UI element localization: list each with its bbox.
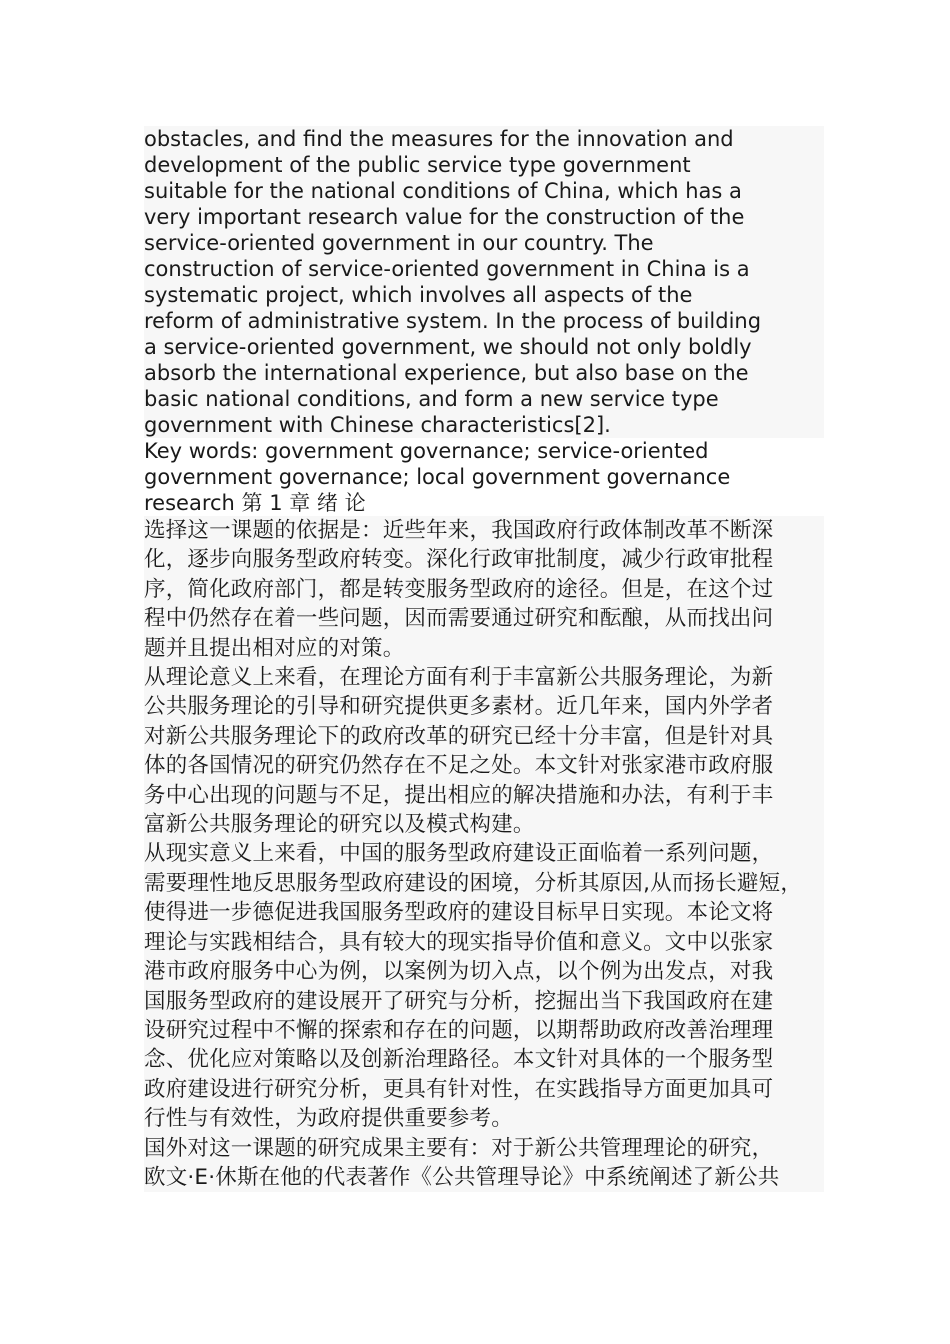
chapter-body: [144, 516, 824, 1192]
text-line: suitable for the national conditions of China, which has a: [144, 178, 824, 204]
keywords: [144, 438, 824, 516]
text-line: 对新公共服务理论下的政府改革的研究已经十分丰富，但是针对具: [144, 722, 824, 751]
text-line: 行性与有效性，为政府提供重要参考。: [144, 1104, 824, 1133]
paragraph-theory: [144, 663, 824, 839]
chapter-heading: research 第 1 章 绪 论: [144, 491, 366, 515]
text-line: basic national conditions, and form a new service type: [144, 386, 824, 412]
text-line: 程中仍然存在着一些问题，因而需要通过研究和酝酿，从而找出问: [144, 604, 824, 633]
text-line: reform of administrative system. In the process of building: [144, 308, 824, 334]
text-line: construction of service-oriented government in China is a: [144, 256, 824, 282]
text-line: 港市政府服务中心为例，以案例为切入点，以个例为出发点，对我: [144, 957, 824, 986]
text-line: 序，简化政府部门，都是转变服务型政府的途径。但是，在这个过: [144, 575, 824, 604]
text-line: 公共服务理论的引导和研究提供更多素材。近几年来，国内外学者: [144, 692, 824, 721]
text-line: very important research value for the construction of the: [144, 204, 824, 230]
paragraph-practice: [144, 839, 824, 1133]
text-line: 题并且提出相对应的对策。: [144, 634, 824, 663]
text-line: systematic project, which involves all aspects of the: [144, 282, 824, 308]
text-line: a service-oriented government, we should not only boldly: [144, 334, 824, 360]
text-line: service-oriented government in our country. The: [144, 230, 824, 256]
text-line: 国服务型政府的建设展开了研究与分析，挖掘出当下我国政府在建: [144, 987, 824, 1016]
text-line: obstacles, and find the measures for the innovation and: [144, 126, 824, 152]
text-line: 务中心出现的问题与不足，提出相应的解决措施和办法，有利于丰: [144, 781, 824, 810]
text-line: 念、优化应对策略以及创新治理路径。本文针对具体的一个服务型: [144, 1045, 824, 1074]
abstract-text: [144, 126, 824, 438]
text-line: 使得进一步德促进我国服务型政府的建设目标早日实现。本论文将: [144, 898, 824, 927]
keywords-line: government governance; local government governance: [144, 465, 731, 489]
keywords-line: Key words: government governance; service-oriented: [144, 439, 709, 463]
text-line: 国外对这一课题的研究成果主要有：对于新公共管理理论的研究，: [144, 1134, 824, 1163]
text-line: 政府建设进行研究分析，更具有针对性，在实践指导方面更加具可: [144, 1075, 824, 1104]
text-line: absorb the international experience, but also base on the: [144, 360, 824, 386]
text-line: 设研究过程中不懈的探索和存在的问题，以期帮助政府改善治理理: [144, 1016, 824, 1045]
abstract-english: [144, 126, 824, 516]
text-line: 需要理性地反思服务型政府建设的困境，分析其原因,从而扬长避短，: [144, 869, 824, 898]
text-line: government with Chinese characteristics[2].: [144, 412, 824, 438]
text-line: 欧文·E·休斯在他的代表著作《公共管理导论》中系统阐述了新公共: [144, 1163, 824, 1192]
text-line: 从理论意义上来看，在理论方面有利于丰富新公共服务理论，为新: [144, 663, 824, 692]
text-line: 从现实意义上来看，中国的服务型政府建设正面临着一系列问题，: [144, 839, 824, 868]
paragraph-basis: [144, 516, 824, 663]
paragraph-foreign-research: [144, 1134, 824, 1193]
text-line: 选择这一课题的依据是：近些年来，我国政府行政体制改革不断深: [144, 516, 824, 545]
text-line: 理论与实践相结合，具有较大的现实指导价值和意义。文中以张家: [144, 928, 824, 957]
text-line: 富新公共服务理论的研究以及模式构建。: [144, 810, 824, 839]
text-line: 化，逐步向服务型政府转变。深化行政审批制度，减少行政审批程: [144, 545, 824, 574]
text-line: 体的各国情况的研究仍然存在不足之处。本文针对张家港市政府服: [144, 751, 824, 780]
document-page: [144, 126, 824, 1192]
text-line: development of the public service type government: [144, 152, 824, 178]
